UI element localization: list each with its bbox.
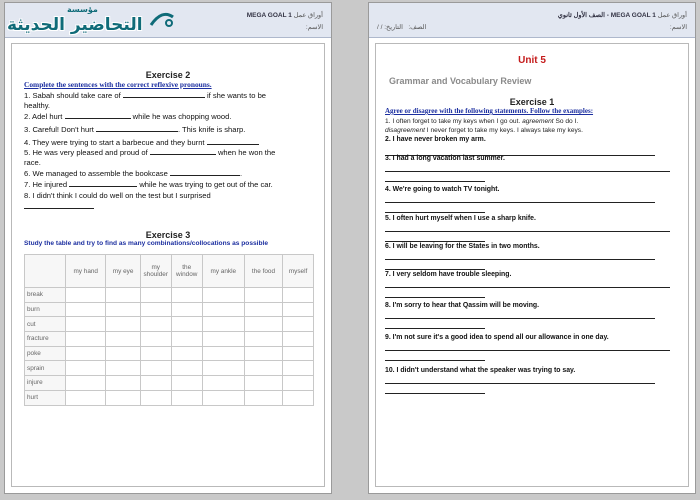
question-7: 7. I very seldom have trouble sleeping. (385, 271, 512, 278)
row-label: hurt (25, 390, 66, 405)
table-cell[interactable] (66, 332, 106, 347)
table-cell[interactable] (66, 346, 106, 361)
question-3: 3. Careful! Don't hurt . This knife is sharp. (24, 125, 246, 134)
answer-blank[interactable] (69, 179, 137, 187)
left-page-frame (11, 43, 325, 487)
exercise2-instruction: Complete the sentences with the correct reflexive pronouns. (24, 80, 212, 89)
table-cell[interactable] (244, 317, 282, 332)
row-label: break (25, 288, 66, 303)
column-header: my shoulder (140, 255, 171, 288)
table-cell[interactable] (202, 288, 244, 303)
answer-blank[interactable] (96, 124, 178, 132)
table-cell[interactable] (202, 361, 244, 376)
table-cell[interactable] (140, 346, 171, 361)
answer-line[interactable] (385, 241, 485, 242)
answer-blank[interactable] (123, 90, 205, 98)
table-cell[interactable] (244, 346, 282, 361)
table-cell[interactable] (244, 288, 282, 303)
answer-blank[interactable] (24, 201, 94, 209)
question-9: 9. I'm not sure it's a good idea to spend all our allowance in one day. (385, 334, 609, 341)
table-cell[interactable] (244, 376, 282, 391)
table-cell[interactable] (140, 390, 171, 405)
table-cell[interactable] (202, 390, 244, 405)
table-cell[interactable] (66, 390, 106, 405)
table-cell[interactable] (66, 361, 106, 376)
answer-line[interactable] (385, 287, 670, 288)
class-label: الصف: (408, 24, 427, 31)
answer-line[interactable] (385, 393, 485, 394)
table-cell[interactable] (171, 376, 202, 391)
table-cell[interactable] (171, 317, 202, 332)
question-4: 4. They were trying to start a barbecue and they burnt (24, 137, 259, 148)
answer-line[interactable] (385, 383, 655, 384)
table-cell[interactable] (171, 302, 202, 317)
logo-text: التحاضير الحديثة (7, 15, 143, 35)
table-cell[interactable] (171, 332, 202, 347)
date-label: التاريخ: / / (377, 24, 403, 31)
table-cell[interactable] (283, 302, 314, 317)
question-6: 6. I will be leaving for the States in two months. (385, 243, 540, 250)
unit-title: Unit 5 (518, 55, 546, 66)
question-8: 8. I didn't think I could do well on the test but I surprised (24, 191, 211, 212)
table-cell[interactable] (171, 346, 202, 361)
exercise1-instruction: Agree or disagree with the following statements. Follow the examples: (385, 107, 594, 115)
column-header: myself (283, 255, 314, 288)
table-cell[interactable] (202, 317, 244, 332)
table-cell[interactable] (140, 288, 171, 303)
table-header-row (25, 255, 314, 288)
table-cell[interactable] (106, 376, 140, 391)
question-10: 10. I didn't understand what the speaker was trying to say. (385, 367, 576, 374)
column-header: my eye (106, 255, 140, 288)
table-row (25, 361, 314, 376)
answer-line[interactable] (385, 181, 485, 182)
course-title: MEGA GOAL 1 (246, 12, 292, 19)
answer-line[interactable] (385, 360, 485, 361)
question-3: 3. I had a long vacation last summer. (385, 155, 505, 162)
table-cell[interactable] (283, 317, 314, 332)
answer-line[interactable] (385, 328, 485, 329)
right-worksheet-page (368, 2, 696, 494)
question-1: 1. Sabah should take care of if she wants to be healthy. (24, 91, 267, 110)
answer-line[interactable] (385, 231, 670, 232)
exercise3-instruction: Study the table and try to find as many combinations/collocations as possible (24, 240, 269, 247)
worksheet-label: أوراق عمل (293, 12, 323, 19)
table-cell[interactable] (283, 376, 314, 391)
question-7: 7. He injured while he was trying to get out of the car. (24, 180, 273, 189)
table-cell[interactable] (244, 332, 282, 347)
example-1: 1. I often forget to take my keys when I go out. agreement So do I. disagreement I never forget to take my keys. I always take my keys. (385, 118, 583, 134)
table-row (25, 288, 314, 303)
table-cell[interactable] (283, 361, 314, 376)
table-cell[interactable] (140, 302, 171, 317)
answer-blank[interactable] (65, 111, 131, 119)
example-question-2: 2. I have never broken my arm. (385, 136, 486, 143)
answer-blank[interactable] (170, 168, 240, 176)
table-cell[interactable] (202, 302, 244, 317)
column-header: my ankle (202, 255, 244, 288)
table-cell[interactable] (244, 390, 282, 405)
worksheet-label: أوراق عمل (657, 12, 687, 19)
logo-swoosh-icon (149, 7, 175, 33)
table-cell[interactable] (202, 376, 244, 391)
table-cell[interactable] (140, 361, 171, 376)
question-2: 2. Adel hurt while he was chopping wood. (24, 112, 232, 121)
left-worksheet-page (4, 2, 332, 494)
table-cell[interactable] (171, 288, 202, 303)
table-cell[interactable] (66, 288, 106, 303)
question-8: 8. I'm sorry to hear that Qassim will be moving. (385, 302, 540, 309)
table-cell[interactable] (283, 390, 314, 405)
name-label: الاسم: (305, 24, 323, 31)
table-cell[interactable] (66, 376, 106, 391)
column-header: the window (171, 255, 202, 288)
table-cell[interactable] (66, 302, 106, 317)
right-page-header (369, 3, 695, 38)
row-label: burn (25, 302, 66, 317)
answer-line[interactable] (385, 350, 670, 351)
answer-line[interactable] (385, 259, 655, 260)
course-title: MEGA GOAL 1 - الصف الأول ثانوي (557, 12, 656, 19)
name-label: الاسم: (669, 24, 687, 31)
table-row (25, 390, 314, 405)
table-cell[interactable] (140, 332, 171, 347)
table-cell[interactable] (106, 361, 140, 376)
row-label: cut (25, 317, 66, 332)
table-cell[interactable] (106, 346, 140, 361)
exercise3-title: Exercise 3 (145, 230, 191, 240)
collocation-table (24, 254, 314, 406)
question-4: 4. We're going to watch TV tonight. (385, 186, 500, 193)
exercise2-title: Exercise 2 (145, 70, 191, 80)
table-cell[interactable] (244, 302, 282, 317)
table-corner-cell (25, 255, 66, 288)
table-cell[interactable] (140, 376, 171, 391)
table-cell[interactable] (106, 390, 140, 405)
table-cell[interactable] (171, 390, 202, 405)
answer-line[interactable] (385, 318, 655, 319)
table-cell[interactable] (202, 346, 244, 361)
table-cell[interactable] (106, 332, 140, 347)
answer-line[interactable] (385, 297, 485, 298)
question-5: 5. I often hurt myself when I use a sharp knife. (385, 215, 536, 222)
table-cell[interactable] (244, 361, 282, 376)
table-cell[interactable] (283, 346, 314, 361)
table-cell[interactable] (283, 288, 314, 303)
table-cell[interactable] (283, 332, 314, 347)
publisher-logo (7, 5, 177, 41)
table-cell[interactable] (66, 317, 106, 332)
question-6: 6. We managed to assemble the bookcase . (24, 169, 243, 178)
exercise1-title: Exercise 1 (509, 97, 555, 107)
table-row (25, 346, 314, 361)
answer-line[interactable] (385, 269, 485, 270)
answer-blank[interactable] (150, 147, 216, 155)
answer-line[interactable] (385, 202, 655, 203)
table-row (25, 302, 314, 317)
answer-blank[interactable] (207, 137, 259, 145)
row-label: poke (25, 346, 66, 361)
table-row (25, 332, 314, 347)
table-cell[interactable] (106, 288, 140, 303)
table-row (25, 376, 314, 391)
table-cell[interactable] (202, 332, 244, 347)
table-cell[interactable] (106, 317, 140, 332)
column-header: the food (244, 255, 282, 288)
table-cell[interactable] (106, 302, 140, 317)
section-title: Grammar and Vocabulary Review (389, 76, 532, 86)
row-label: fracture (25, 332, 66, 347)
table-cell[interactable] (171, 361, 202, 376)
answer-line[interactable] (385, 171, 670, 172)
column-header: my hand (66, 255, 106, 288)
table-cell[interactable] (140, 317, 171, 332)
answer-line[interactable] (385, 212, 485, 213)
row-label: injure (25, 376, 66, 391)
row-label: sprain (25, 361, 66, 376)
question-5: 5. He was very pleased and proud of when he won the race. (24, 148, 276, 167)
logo-subtext: مؤسسة (67, 5, 98, 14)
table-row (25, 317, 314, 332)
